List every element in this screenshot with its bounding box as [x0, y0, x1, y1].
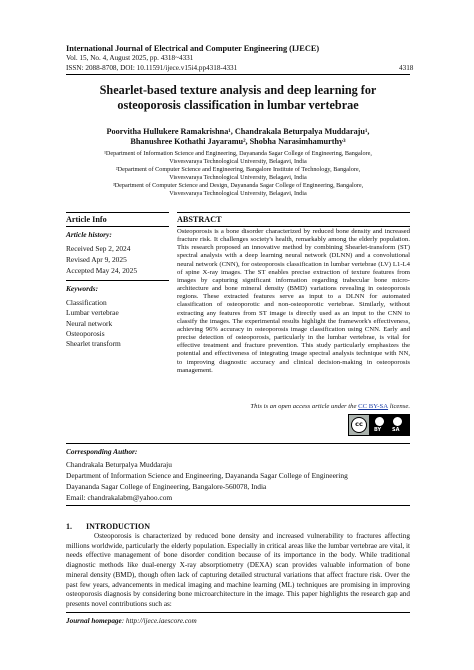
corresponding-label: Corresponding Author:: [66, 447, 138, 456]
author-line: Bhanushree Kothathi Jayaramu², Shobha Narasimhamurthy³: [130, 137, 346, 146]
abstract-text: Osteoporosis is a bone disorder characterized by reduced bone density and increased fracture risk. It challenges society's health, remarkably among the elderly population. This research proposed an innovative method by combining Shearlet-transform (ST) spectral analysis with a deep learning neural network (DLNN) and a convolutional neural network (CNN), for osteoporosis classification in lumbar vertebrae (LV) L1-L4 of spine X-ray images. The ST enables precise extraction of texture features from images by capturing significant information regarding trabecular bone micro-architecture and bone mineral density (BMD) variations revealing in osteoporosis regions. These extracted features serve as input to a DLNN for automated classification of osteoporotic and non-osteoporotic vertebrae. Similarly, without extracting any features from ST image is directly used as an input to the CNN to classify the images. The experimental results highlight the framework's effectiveness, achieving 96% accuracy in osteoporosis image classification using CNN. Early and precise detection of osteoporosis, particularly in the lumbar vertebrae, is vital for effective treatment and fracture prevention. This study particularly emphasizes the potential and effectiveness of integrating image spectral analysis technique with NN, to improving diagnostic accuracy and clinical decision-making in osteoporosis management.: [177, 228, 410, 374]
share-alike-icon: [393, 417, 402, 426]
author-line: Poorvitha Hullukere Ramakrishna¹, Chandrakala Beturpalya Muddaraju¹,: [106, 127, 370, 136]
issn-doi: ISSN: 2088-8708, DOI: 10.11591/ijece.v15i4.pp4318-4331: [66, 64, 238, 72]
history-label: Article history:: [66, 230, 112, 239]
revised-date: Revised Apr 9, 2025: [66, 255, 127, 264]
attribution-icon: [375, 417, 384, 426]
keyword: Shearlet transform: [66, 339, 121, 349]
affiliation-line: ¹Department of Information Science and Engineering, Dayananda Sagar College of Engineering, Bangalore,: [104, 150, 372, 157]
homepage-label: Journal homepage: [66, 617, 122, 625]
open-access-suffix: license.: [388, 403, 410, 410]
journal-title: International Journal of Electrical and Computer Engineering (IJECE): [66, 44, 320, 53]
title-line: osteoporosis classification in lumbar vertebrae: [117, 98, 359, 112]
keywords-label: Keywords:: [66, 284, 99, 293]
volume-info: Vol. 15, No. 4, August 2025, pp. 4318~4331: [66, 54, 194, 62]
affiliation-line: Visvesvaraya Technological University, Belagavi, India: [169, 190, 307, 197]
journal-homepage: [66, 617, 197, 625]
keyword: Classification: [66, 298, 107, 307]
header-rule: [66, 74, 410, 75]
history-dates: [66, 243, 137, 276]
homepage-url[interactable]: : http://ijece.iaescore.com: [121, 617, 197, 625]
corresponding-address: Dayananda Sagar College of Engineering, Bangalore-560078, India: [66, 482, 267, 491]
introduction-text: [66, 532, 410, 610]
footer-rule: [66, 612, 410, 613]
corresponding-dept: Department of Information Science and Engineering, Dayananda Sagar College of Engineering: [66, 471, 348, 480]
cc-by-sa-badge[interactable]: [348, 414, 410, 436]
corresponding-name: Chandrakala Beturpalya Muddaraju: [66, 460, 172, 469]
keyword-list: [66, 298, 121, 349]
open-access-note: [177, 403, 410, 410]
received-date: Received Sep 2, 2024: [66, 244, 131, 253]
title-line: Shearlet-based texture analysis and deep learning for: [99, 83, 377, 97]
abstract-head-rule: [177, 226, 410, 227]
license-link[interactable]: CC BY-SA: [358, 403, 389, 410]
abstract-heading: ABSTRACT: [177, 215, 222, 224]
affiliations: [66, 150, 410, 198]
affiliation-line: ²Department of Computer Science and Engineering, Bangalore Institute of Technology, Bangalore,: [115, 166, 361, 173]
affiliation-line: ³Department of Computer Science and Design, Dayananda Sagar College of Engineering, Bangalore,: [112, 182, 364, 189]
introduction-body: Osteoporosis is characterized by reduced bone density and increased vulnerability to fractures affecting millions worldwide, particularly the elderly population. Especially in critical areas like the lumbar vertebrae are vital, it needs effective management of bone disorder condition because of its importance in the body. While traditional diagnostic methods like dual-energy X-ray absorptiometry (DEXA) scan provides valuable information of bone mineral density (BMD), though often lack of capturing detailed structural variations that affect fracture risk. Over the past few years, advancements in medical imaging and machine learning (ML) techniques are promising in improving osteoporosis diagnosis by considering bone microarchitecture in the image. This paper highlights the research gap and presents novel contributions such as:: [66, 532, 410, 608]
corresponding-bottom-rule: [66, 505, 410, 506]
keyword: Lumbar vertebrae: [66, 308, 119, 318]
affiliation-line: Visvesvaraya Technological University, Belagavi, India: [169, 174, 307, 181]
author-list: [66, 127, 410, 147]
cc-logo-icon: cc: [351, 417, 367, 433]
accepted-date: Accepted May 24, 2025: [66, 266, 138, 275]
info-head-rule: [66, 226, 169, 227]
by-label: BY: [374, 427, 382, 433]
keywords-rule: [66, 280, 169, 281]
keyword: Neural network: [66, 318, 113, 328]
corresponding-email: Email: chandrakalabm@yahoo.com: [66, 493, 173, 502]
keyword: Osteoporosis: [66, 328, 105, 338]
affiliation-line: Visvesvaraya Technological University, Belagavi, India: [169, 158, 307, 165]
info-top-rule: [66, 212, 169, 213]
paper-title: [66, 83, 410, 113]
sa-label: SA: [392, 427, 400, 433]
badge-dark-panel: [369, 415, 409, 435]
article-info-heading: Article Info: [66, 215, 107, 224]
corresponding-rule: [66, 443, 410, 444]
abstract-top-rule: [177, 212, 410, 213]
open-access-prefix: This is an open access article under the: [250, 403, 359, 410]
corresponding-details: [66, 459, 410, 503]
introduction-heading: 1. INTRODUCTION: [66, 522, 151, 531]
page-number: 4318: [399, 64, 414, 72]
